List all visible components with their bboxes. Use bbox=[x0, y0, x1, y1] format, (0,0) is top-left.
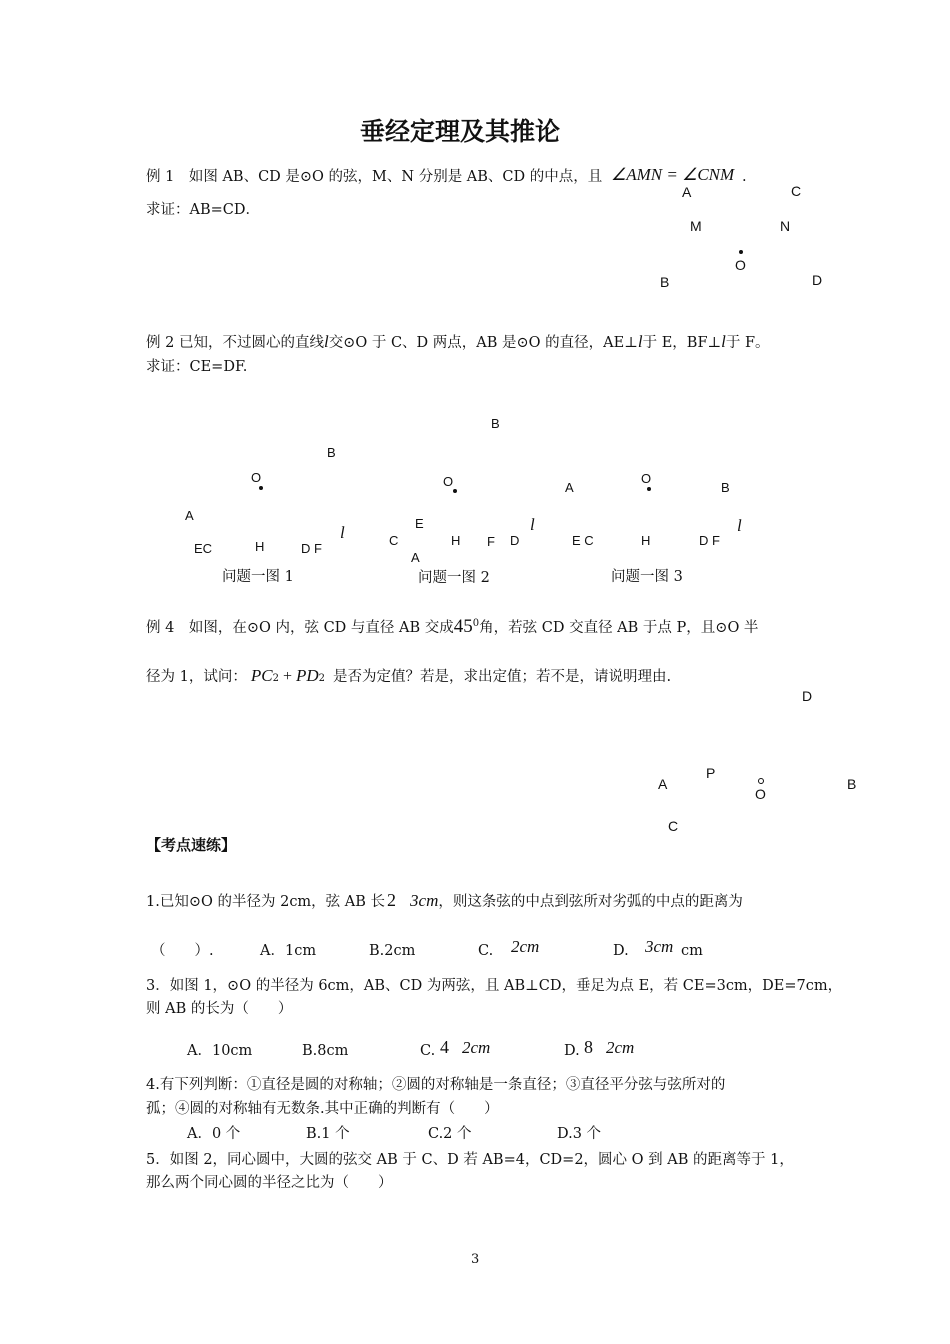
ex4-degree: 0 bbox=[472, 618, 480, 629]
q1-option-d-unit: cm bbox=[681, 943, 703, 959]
fig2-label-H: H bbox=[451, 533, 461, 548]
q3-line1: 3．如图 1，⊙O 的半径为 6cm，AB、CD 为两弦，且 AB⊥CD，垂足为点 E，若 CE=3cm，DE=7cm， bbox=[146, 978, 843, 994]
ex2-line2: 求证：CE=DF. bbox=[146, 359, 248, 375]
ex4-label-C: C bbox=[668, 818, 679, 834]
fig1-label-l: l bbox=[340, 523, 345, 542]
ex4-text-4: 是否为定值？若是，求出定值；若不是，请说明理由. bbox=[333, 669, 672, 685]
ex4-label-O: O bbox=[755, 786, 766, 802]
q3-option-d-num: 8 bbox=[584, 1037, 593, 1057]
ex2-line-l-3: l bbox=[721, 332, 726, 351]
ex2-text-4: 于 F。 bbox=[725, 335, 770, 351]
ex1-formula: ∠AMN = ∠CNM bbox=[611, 165, 735, 184]
fig2-label-C: C bbox=[389, 533, 399, 548]
ex4-label-B: B bbox=[847, 776, 857, 792]
fig2-label-F: F bbox=[487, 534, 495, 549]
q3-option-d: D. bbox=[564, 1043, 580, 1059]
fig2-label-D: D bbox=[510, 533, 520, 548]
ex2-text-2: 交⊙O 于 C、D 两点，AB 是⊙O 的直径，AE⊥ bbox=[328, 335, 638, 351]
ex1-label-O: O bbox=[735, 257, 746, 273]
ex2-line-l-2: l bbox=[637, 332, 643, 351]
page-number: 3 bbox=[471, 1252, 480, 1267]
fig2-label-O: O bbox=[443, 474, 454, 489]
q1-option-a: A．1cm bbox=[260, 943, 317, 959]
section-heading: 【考点速练】 bbox=[146, 836, 237, 854]
ex4-pc: PC bbox=[250, 666, 273, 685]
ex4-sup-1: 2 bbox=[272, 673, 279, 684]
q1-option-d-value: 3cm bbox=[645, 937, 674, 956]
ex2-text-3: 于 E，BF⊥ bbox=[642, 335, 722, 351]
fig2-caption: 问题一图 2 bbox=[418, 570, 490, 586]
ex1-label-C: C bbox=[791, 183, 802, 199]
q1-stem bbox=[146, 890, 743, 912]
ex1-label-D: D bbox=[812, 272, 823, 288]
fig2-label-l: l bbox=[530, 515, 535, 534]
fig3-label-H: H bbox=[641, 533, 651, 548]
ex4-center-ring bbox=[758, 778, 764, 784]
fig1-label-B: B bbox=[327, 445, 336, 460]
fig3-caption: 问题一图 3 bbox=[611, 569, 683, 585]
ex4-label-D: D bbox=[802, 688, 813, 704]
q3-option-a: A．10cm bbox=[187, 1043, 253, 1059]
ex4-text-3: 径为 1，试问： bbox=[146, 669, 247, 685]
q1-option-c-value: 2cm bbox=[511, 937, 540, 956]
fig1-label-DF: D F bbox=[301, 541, 322, 556]
ex4-label-A: A bbox=[658, 776, 668, 792]
page-title: 垂经定理及其推论 bbox=[360, 117, 561, 146]
fig1-label-H: H bbox=[255, 539, 265, 554]
fig1-caption: 问题一图 1 bbox=[222, 569, 294, 585]
q1-text-2: ，则这条弦的中点到弦所对劣弧的中点的距离为 bbox=[438, 894, 743, 910]
fig3-label-B: B bbox=[721, 480, 730, 495]
q1-num: 2 bbox=[387, 890, 397, 910]
q3-option-d-value: 2cm bbox=[606, 1038, 635, 1057]
ex1-line1: 例 1 如图 AB、CD 是⊙O 的弦，M、N 分别是 AB、CD 的中点，且 bbox=[146, 169, 603, 185]
ex1-label-N: N bbox=[780, 218, 791, 234]
fig2-label-E: E bbox=[415, 516, 424, 531]
q3-option-c: C. bbox=[420, 1043, 436, 1059]
fig3-center-dot bbox=[647, 487, 651, 491]
q1-option-b: B.2cm bbox=[369, 943, 416, 959]
ex4-angle: 45 bbox=[453, 616, 473, 637]
q3-option-c-num: 4 bbox=[440, 1037, 449, 1057]
q4-line1: 4.有下列判断：①直径是圆的对称轴；②圆的对称轴是一条直径；③直径平分弦与弦所对的 bbox=[146, 1077, 726, 1093]
q4-option-d: D.3 个 bbox=[557, 1126, 602, 1142]
q4-line2: 孤；④圆的对称轴有无数条.其中正确的判断有（ ） bbox=[146, 1101, 499, 1117]
q3-option-c-value: 2cm bbox=[462, 1038, 491, 1057]
fig2-label-A: A bbox=[411, 550, 420, 565]
q4-option-c: C.2 个 bbox=[428, 1126, 472, 1142]
q3-option-b: B.8cm bbox=[302, 1043, 349, 1059]
fig2-label-B: B bbox=[491, 416, 500, 431]
fig1-label-A: A bbox=[185, 508, 194, 523]
q5-line1: 5．如图 2，同心圆中，大圆的弦交 AB 于 C、D 若 AB=4，CD=2，圆心 O 到 AB 的距离等于 1， bbox=[146, 1152, 794, 1168]
q1-option-d: D. bbox=[613, 943, 629, 959]
fig3-label-O: O bbox=[641, 471, 652, 486]
q1-paren: （ ）. bbox=[151, 943, 214, 959]
fig1-label-O: O bbox=[251, 470, 262, 485]
q1-unit: 3cm bbox=[410, 891, 439, 910]
ex1-label-M: M bbox=[690, 218, 702, 234]
ex2-line-l: l bbox=[323, 332, 329, 351]
ex2-text-1: 例 2 已知，不过圆心的直线 bbox=[146, 335, 324, 351]
fig3-label-EC: E C bbox=[572, 533, 594, 548]
q3-line2: 则 AB 的长为（ ） bbox=[146, 1001, 293, 1017]
fig3-label-l: l bbox=[737, 516, 742, 535]
ex4-plus: + bbox=[278, 668, 296, 685]
fig2-center-dot bbox=[453, 489, 457, 493]
q1-text-1: 1.已知⊙O 的半径为 2cm，弦 AB 长 bbox=[146, 894, 386, 910]
fig3-label-DF: D F bbox=[699, 533, 720, 548]
ex1-period: . bbox=[742, 169, 747, 185]
ex1-label-B: B bbox=[660, 274, 670, 290]
ex4-text-1: 例 4 如图，在⊙O 内，弦 CD 与直径 AB 交成 bbox=[146, 620, 454, 636]
ex1-label-A: A bbox=[682, 184, 692, 200]
q4-option-a: A．0 个 bbox=[187, 1126, 241, 1142]
ex4-pd: PD bbox=[295, 666, 319, 685]
ex4-line1 bbox=[146, 617, 758, 640]
ex4-line2 bbox=[146, 666, 671, 689]
fig1-label-EC: EC bbox=[194, 541, 213, 556]
q4-option-b: B.1 个 bbox=[306, 1126, 350, 1142]
ex1-center-dot bbox=[739, 250, 743, 254]
ex1-line2: 求证：AB=CD． bbox=[146, 202, 260, 218]
ex4-text-2: 角，若弦 CD 交直径 AB 于点 P，且⊙O 半 bbox=[479, 620, 759, 636]
ex2-line1 bbox=[146, 332, 770, 353]
q1-option-c: C. bbox=[478, 943, 494, 959]
fig3-label-A: A bbox=[565, 480, 574, 495]
fig1-center-dot bbox=[259, 486, 263, 490]
q5-line2: 那么两个同心圆的半径之比为（ ） bbox=[146, 1175, 393, 1191]
ex4-sup-2: 2 bbox=[318, 673, 326, 684]
ex4-label-P: P bbox=[706, 765, 716, 781]
